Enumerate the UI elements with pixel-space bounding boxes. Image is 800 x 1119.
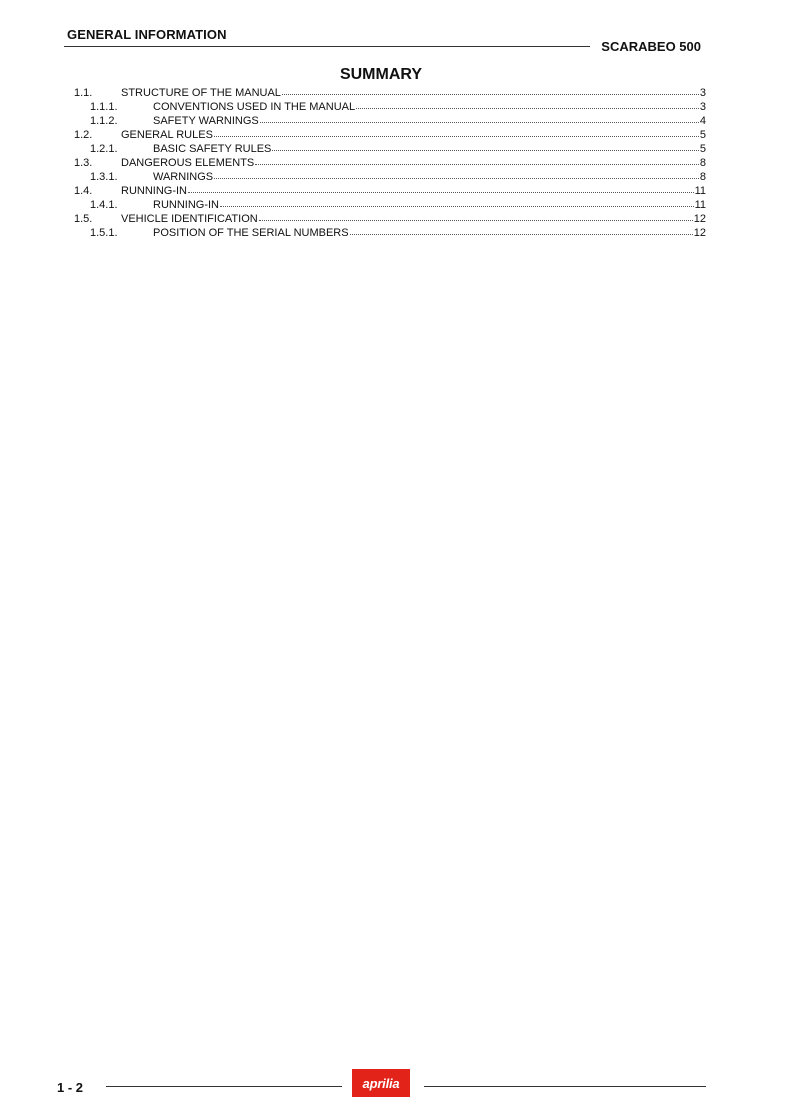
toc-dot-leader: [260, 113, 699, 123]
toc-dot-leader: [255, 155, 699, 165]
toc-entry-page: 3: [699, 101, 706, 113]
toc-entry-page: 3: [699, 87, 706, 99]
toc-entry-number: 1.3.1.: [90, 171, 118, 183]
toc-entry-page: 11: [694, 185, 706, 197]
toc-entry-title: RUNNING-IN: [153, 199, 219, 211]
toc-entry-number: 1.5.1.: [90, 227, 118, 239]
toc-entry[interactable]: [74, 156, 706, 170]
toc-dot-leader: [220, 197, 694, 207]
summary-title: SUMMARY: [339, 66, 423, 83]
toc-entry-page: 5: [699, 129, 706, 141]
header-divider: [64, 46, 590, 47]
toc-entry-title: POSITION OF THE SERIAL NUMBERS: [153, 227, 349, 239]
toc-entry[interactable]: [74, 226, 706, 240]
toc-dot-leader: [282, 85, 699, 95]
toc-dot-leader: [272, 141, 698, 151]
toc-entry-page: 11: [694, 199, 706, 211]
toc-entry-title: STRUCTURE OF THE MANUAL: [121, 87, 281, 99]
toc-entry[interactable]: [74, 212, 706, 226]
toc-entry[interactable]: [74, 170, 706, 184]
toc-dot-leader: [350, 225, 693, 235]
toc-entry-title: BASIC SAFETY RULES: [153, 143, 272, 155]
toc-entry-number: 1.2.1.: [90, 143, 118, 155]
toc-entry-title: VEHICLE IDENTIFICATION: [121, 213, 258, 225]
toc-entry-title: CONVENTIONS USED IN THE MANUAL: [153, 101, 356, 113]
toc-entry-number: 1.5.: [74, 213, 93, 225]
toc-dot-leader: [356, 99, 699, 109]
toc-entry[interactable]: [74, 114, 706, 128]
footer-divider-left: [106, 1086, 342, 1087]
toc-entry[interactable]: [74, 142, 706, 156]
toc-entry[interactable]: [74, 100, 706, 114]
toc-entry[interactable]: [74, 198, 706, 212]
toc-entry-page: 12: [693, 213, 706, 225]
toc-dot-leader: [214, 127, 699, 137]
footer-divider-right: [424, 1086, 706, 1087]
toc-entry[interactable]: [74, 128, 706, 142]
toc-entry-number: 1.3.: [74, 157, 93, 169]
toc-entry-page: 5: [699, 143, 706, 155]
section-title: GENERAL INFORMATION: [67, 27, 227, 42]
toc-entry-number: 1.1.2.: [90, 115, 118, 127]
aprilia-logo: aprilia: [352, 1069, 410, 1097]
toc-entry-page: 8: [699, 157, 706, 169]
toc-entry[interactable]: [74, 184, 706, 198]
toc-entry-title: WARNINGS: [153, 171, 214, 183]
toc-entry-page: 12: [693, 227, 706, 239]
toc-entry-page: 8: [699, 171, 706, 183]
toc-entry-title: DANGEROUS ELEMENTS: [121, 157, 255, 169]
toc-entry-page: 4: [699, 115, 706, 127]
toc-dot-leader: [188, 183, 694, 193]
toc-dot-leader: [259, 211, 693, 221]
toc-entry-number: 1.4.1.: [90, 199, 118, 211]
toc-dot-leader: [214, 169, 699, 179]
toc-entry-title: RUNNING-IN: [121, 185, 187, 197]
model-title: SCARABEO 500: [601, 39, 701, 54]
toc-entry-number: 1.2.: [74, 129, 93, 141]
toc-entry[interactable]: [74, 86, 706, 100]
toc-entry-number: 1.1.: [74, 87, 93, 99]
toc-entry-title: GENERAL RULES: [121, 129, 213, 141]
page-number: 1 - 2: [57, 1080, 84, 1095]
table-of-contents: [74, 86, 706, 240]
toc-entry-number: 1.4.: [74, 185, 93, 197]
toc-entry-title: SAFETY WARNINGS: [153, 115, 259, 127]
toc-entry-number: 1.1.1.: [90, 101, 118, 113]
